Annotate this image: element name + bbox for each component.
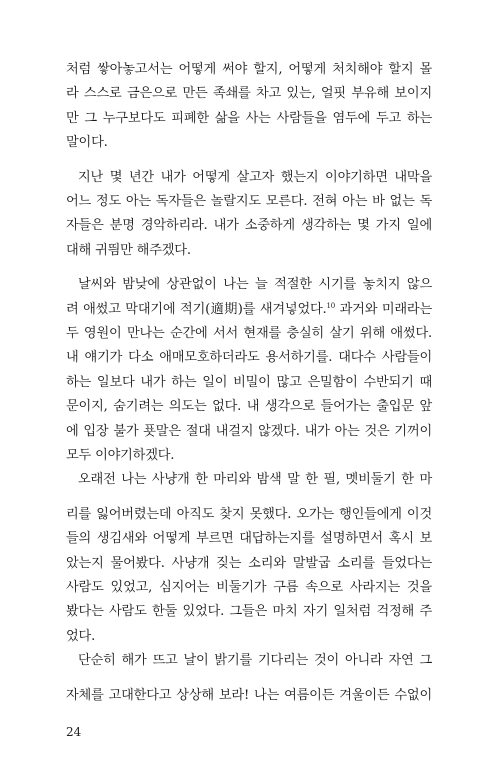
text-line: 대해 귀띔만 해주겠다.: [66, 242, 191, 258]
text-line: 어느 정도 아는 독자들은 놀랄지도 모른다. 전혀 아는 바 없는 독: [66, 194, 432, 209]
text-line: 두 영원이 만나는 순간에 서서 현재를 충실히 살기 위해 애썼다.: [66, 326, 432, 341]
text-line: 자체를 고대한다고 상상해 보라! 나는 여름이든 겨울이든 수없이: [66, 687, 432, 703]
text-line: 내 얘기가 다소 애매모호하더라도 용서하기를. 대다수 사람들이: [66, 350, 432, 366]
text-line: 에 입장 불가 푯말은 절대 내걸지 않겠다. 내가 아는 것은 기꺼이: [66, 423, 432, 439]
text-line: 오래전 나는 사냥개 한 마리와 밤색 말 한 필, 멧비둘기 한 마: [78, 472, 432, 488]
text-fragment: 과거와 미래라는: [335, 301, 432, 317]
text-line: 사람도 있었고, 심지어는 비둘기가 구름 속으로 사라지는 것을: [66, 580, 432, 595]
text-line: 리를 잃어버렸는데 아직도 찾지 못했다. 오가는 행인들에게 이것: [66, 506, 432, 522]
text-line: 날씨와 밤낮에 상관없이 나는 늘 적절한 시기를 놓치지 않으: [78, 277, 432, 293]
text-line: 지난 몇 년간 내가 어떻게 살고자 했는지 이야기하면 내막을: [78, 169, 432, 185]
text-line: 자들은 분명 경악하리라. 내가 소중하게 생각하는 몇 가지 일에: [66, 218, 432, 234]
text-line: 들의 생김새와 어떻게 부르면 대답하는지를 설명하면서 혹시 보: [66, 531, 432, 547]
text-fragment: 려 애썼고 막대기에 적기(適期)를 새겨넣었다.: [66, 301, 327, 317]
text-line: 단순히 해가 뜨고 날이 밝기를 기다리는 것이 아니라 자연 그: [78, 653, 432, 669]
page-number: 24: [66, 725, 82, 739]
text-line: 만 그 누구보다도 피폐한 삶을 사는 사람들을 염두에 두고 하는: [66, 110, 432, 126]
footnote-marker: 10: [326, 301, 336, 310]
text-line: 말이다.: [66, 135, 108, 151]
text-line: 라 스스로 금은으로 만든 족쇄를 차고 있는, 얼핏 부유해 보이지: [66, 86, 432, 102]
text-line: 처럼 쌓아놓고서는 어떻게 써야 할지, 어떻게 처치해야 할지 몰: [66, 62, 432, 77]
text-line: 았는지 물어봤다. 사냥개 짖는 소리와 말발굽 소리를 들었다는: [66, 555, 432, 571]
text-line: 봤다는 사람도 한둘 있었다. 그들은 마치 자기 일처럼 걱정해 주: [66, 604, 432, 620]
text-line: 었다.: [66, 628, 96, 644]
text-line: 모두 이야기하겠다.: [66, 448, 175, 463]
text-line: 문이지, 숨기려는 의도는 없다. 내 생각으로 들어가는 출입문 앞: [66, 399, 432, 415]
text-line: 하는 일보다 내가 하는 일이 비밀이 많고 은밀함이 수반되기 때: [66, 374, 432, 390]
text-line: [66, 298, 432, 322]
